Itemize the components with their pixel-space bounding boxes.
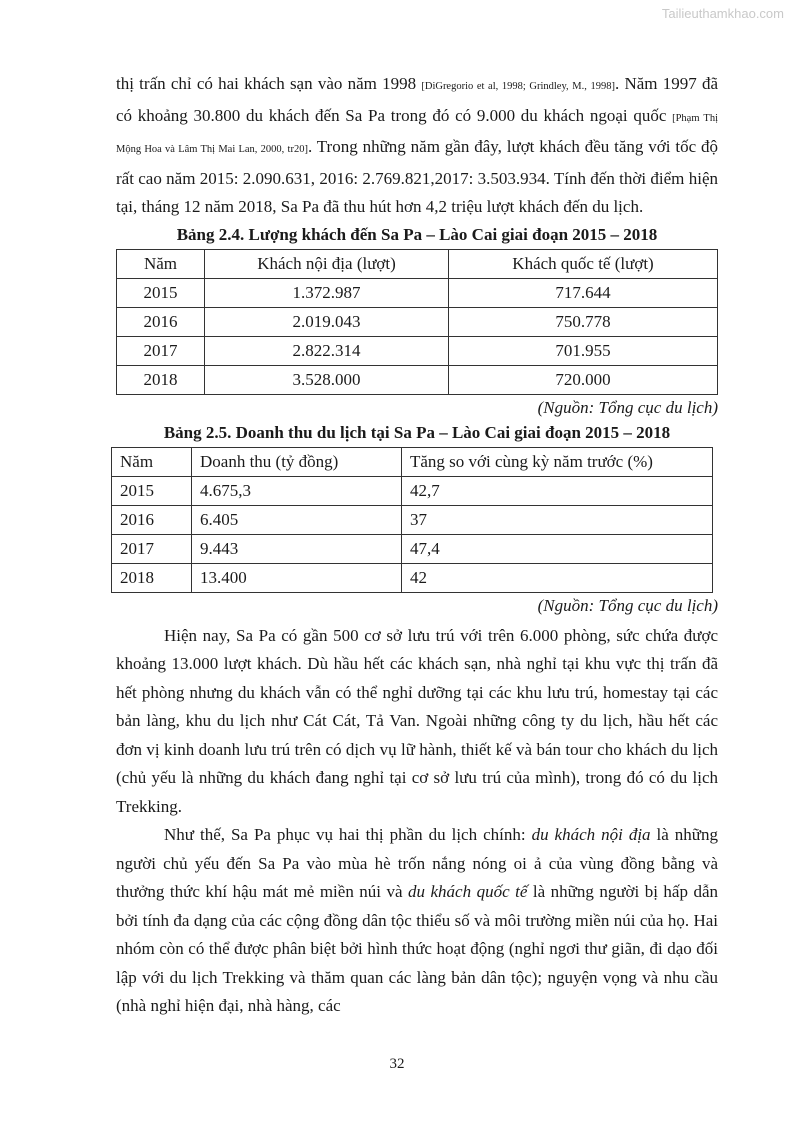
- table-cell: 2015: [117, 278, 205, 307]
- table-1-source: (Nguồn: Tổng cục du lịch): [537, 397, 718, 417]
- table-cell: 2016: [112, 505, 192, 534]
- table-cell: 6.405: [192, 505, 402, 534]
- table-row: [117, 307, 718, 336]
- text-run: thị trấn chỉ có hai khách sạn vào năm 1998: [116, 74, 422, 93]
- paragraph-2: Hiện nay, Sa Pa có gần 500 cơ sở lưu trú với trên 6.000 phòng, sức chứa được khoảng 13.000 lượt khách. Dù hầu hết các khách sạn, nhà nghỉ tại khu vực thị trấn đã hết phòng nhưng du khách vẫn có thể nghỉ dưỡng tại các khu lưu trú, homestay tại các bản làng, khu du lịch như Cát Cát, Tả Van. Ngoài những công ty du lịch, hầu hết các đơn vị kinh doanh lưu trú trên có dịch vụ lữ hành, thiết kế và bán tour cho khách du lịch (chủ yếu là những du khách đang nghỉ tại cơ sở lưu trú của mình), trong đó có du lịch Trekking.: [116, 625, 718, 816]
- table-cell: 2017: [117, 336, 205, 365]
- emphasis-text: du khách quốc tế: [408, 882, 528, 901]
- text-run: . Trong những năm gần đây, lượt khách đều tăng với tốc độ rất cao năm 2015: 2.090.631, 2016: 2.769.821,2017: 3.503.934. Tính đến thời điểm hiện tại, tháng 12 năm 2018, Sa Pa đã thu hút hơn 4,2 triệu lượt khách đến du lịch.: [116, 137, 718, 216]
- text-run: . Năm 1997 đã có khoảng 30.800 du khách đến Sa Pa trong đó có 9.000 du khách ngoại quốc: [116, 74, 719, 125]
- table-cell: 1.372.987: [205, 278, 449, 307]
- text-run: là những người chủ yếu đến Sa Pa vào mùa hè trốn nắng nóng oi ả của vùng đồng bằng và thưởng thức khí hậu mát mẻ miền núi và: [116, 825, 718, 901]
- text-run: là những người bị hấp dẫn bởi tính đa dạng của các cộng đồng dân tộc thiểu số và môi trường miền núi của họ. Hai nhóm còn có thể được phân biệt bởi hình thức hoạt động (nghỉ ngơi thư giãn, đi dạo đối lập với du lịch Trekking và thăm quan các làng bản dân tộc); nguyện vọng và nhu cầu (nhà nghỉ hiện đại, nhà hàng, các: [116, 882, 718, 1015]
- table-row: [112, 505, 713, 534]
- table-cell: 750.778: [449, 307, 718, 336]
- table-row: [112, 534, 713, 563]
- header-cell: Tăng so với cùng kỳ năm trước (%): [402, 447, 713, 476]
- table-cell: 2017: [112, 534, 192, 563]
- watermark: Tailieuthamkhao.com: [661, 6, 784, 21]
- table-header-row: [117, 249, 718, 278]
- table-1-caption: Bảng 2.4. Lượng khách đến Sa Pa – Lào Cai giai đoạn 2015 – 2018: [176, 224, 658, 244]
- citation: [Phạm Thị Mộng Hoa và Lâm Thị Mai Lan, 2000, tr20]: [116, 112, 718, 155]
- table-cell: 3.528.000: [205, 365, 449, 394]
- table-cell: 37: [402, 505, 713, 534]
- table-row: [117, 365, 718, 394]
- header-cell: Khách nội địa (lượt): [205, 249, 449, 278]
- table-row: [112, 563, 713, 592]
- table-cell: 2018: [117, 365, 205, 394]
- table-cell: 42,7: [402, 476, 713, 505]
- page-content: [116, 70, 718, 1021]
- table-cell: 2015: [112, 476, 192, 505]
- table-cell: 2.019.043: [205, 307, 449, 336]
- table-header-row: [112, 447, 713, 476]
- table-cell: 42: [402, 563, 713, 592]
- table-2-source: (Nguồn: Tổng cục du lịch): [537, 595, 718, 615]
- table-cell: 4.675,3: [192, 476, 402, 505]
- paragraph-1: [116, 70, 718, 222]
- table-cell: 2.822.314: [205, 336, 449, 365]
- table-cell: 9.443: [192, 534, 402, 563]
- table-row: [117, 278, 718, 307]
- table-row: [112, 476, 713, 505]
- table-cell: 720.000: [449, 365, 718, 394]
- header-cell: Doanh thu (tỷ đồng): [192, 447, 402, 476]
- text-run: Như thế, Sa Pa phục vụ hai thị phần du lịch chính:: [164, 825, 532, 844]
- header-cell: Năm: [112, 447, 192, 476]
- table-1: [116, 249, 718, 395]
- table-cell: 2018: [112, 563, 192, 592]
- header-cell: Năm: [117, 249, 205, 278]
- paragraph-3: [116, 821, 718, 1021]
- page-number: 32: [389, 1056, 405, 1072]
- table-row: [117, 336, 718, 365]
- table-cell: 717.644: [449, 278, 718, 307]
- citation: [DiGregorio et al, 1998; Grindley, M., 1998]: [421, 81, 615, 92]
- table-cell: 13.400: [192, 563, 402, 592]
- table-cell: 47,4: [402, 534, 713, 563]
- header-cell: Khách quốc tế (lượt): [449, 249, 718, 278]
- table-2: [111, 447, 713, 593]
- table-2-caption: Bảng 2.5. Doanh thu du lịch tại Sa Pa – Lào Cai giai đoạn 2015 – 2018: [163, 422, 671, 442]
- table-cell: 701.955: [449, 336, 718, 365]
- table-cell: 2016: [117, 307, 205, 336]
- emphasis-text: du khách nội địa: [531, 825, 651, 844]
